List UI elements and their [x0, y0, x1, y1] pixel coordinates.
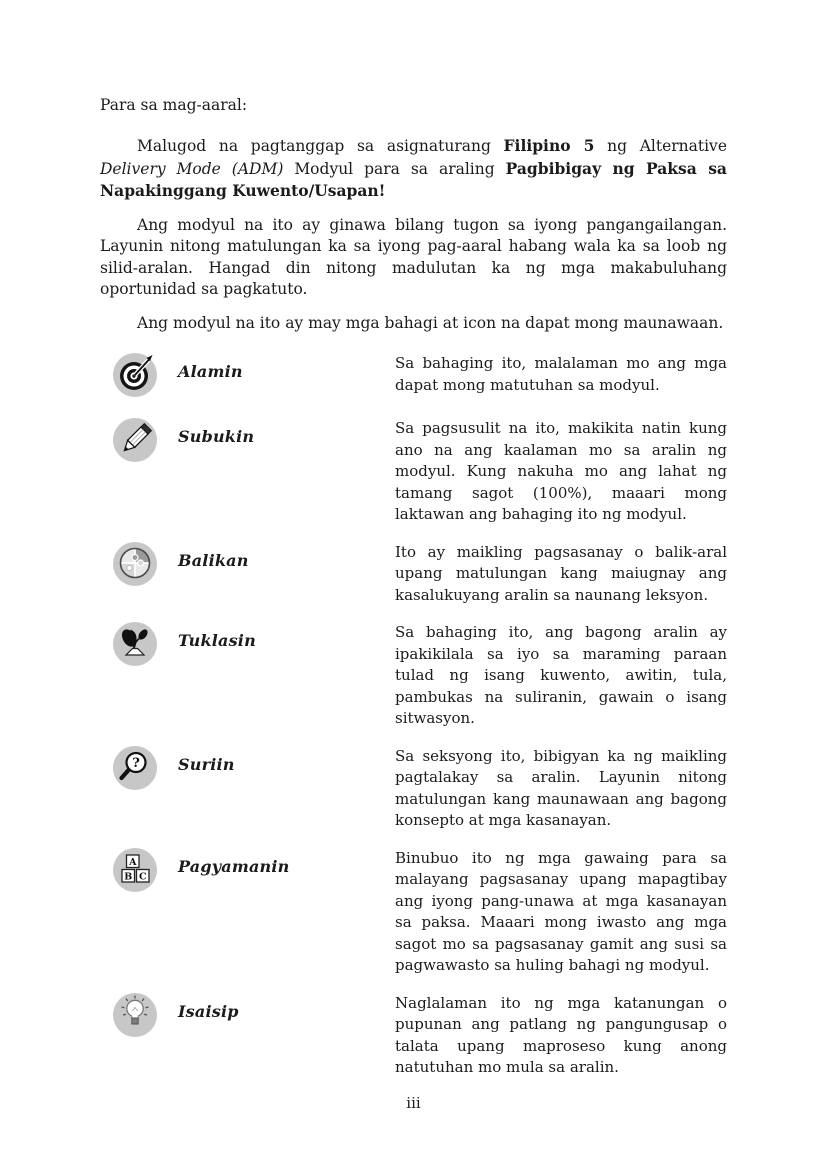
- module-part-description: Ito ay maikling pagsasanay o balik-aral upang matulungan kang maiugnay ang kasalukuyang aralin sa naunang leksyon.: [395, 542, 727, 604]
- icon-cell: [100, 351, 178, 402]
- svg-text:A: A: [129, 856, 137, 868]
- module-part-label: Pagyamanin: [178, 856, 290, 876]
- puzzle-icon: [112, 541, 158, 587]
- module-part-row-suriin: [100, 744, 727, 832]
- module-part-label: Tuklasin: [178, 631, 256, 650]
- icon-cell: [100, 620, 178, 671]
- module-part-description: Naglalaman ito ng mga katanungan o pupunan ang patlang ng pangungusap o talata upang maproseso kung anong natutuhan mo mula sa aralin.: [395, 993, 727, 1076]
- sprout-icon: [112, 621, 158, 667]
- icon-cell: [100, 416, 178, 467]
- module-part-row-tuklasin: [100, 620, 727, 730]
- module-part-description: Sa seksyong ito, bibigyan ka ng maikling pagtalakay sa aralin. Layunin nitong matulungan kang maunawaan ang bagong konsepto at mga kasanayan.: [395, 746, 727, 829]
- module-part-description: Binubuo ito ng mga gawaing para sa malayang pagsasanay upang mapagtibay ang iyong pang-unawa at mga kasanayan sa paksa. Maaari mong iwasto ang mga sagot mo sa pagsasanay gamit ang susi sa pagwawasto sa huling bahagi ng modyul.: [395, 848, 727, 974]
- svg-text:B: B: [124, 870, 133, 882]
- page-content: [100, 95, 727, 1093]
- lightbulb-icon: [112, 992, 158, 1038]
- intro-p1-text: Malugod na pagtanggap sa asignaturang: [137, 137, 504, 155]
- module-part-label: Isaisip: [178, 1001, 239, 1021]
- svg-text:?: ?: [132, 755, 140, 771]
- module-part-row-isaisip: [100, 991, 727, 1079]
- adm-italic: Delivery Mode (ADM): [100, 159, 284, 178]
- intro-paragraph-1: [100, 135, 727, 203]
- module-part-row-subukin: [100, 416, 727, 526]
- module-part-label: Subukin: [178, 427, 255, 446]
- subject-name-bold: Filipino 5: [503, 136, 595, 155]
- module-part-row-pagyamanin: [100, 846, 727, 977]
- module-part-description: Sa bahaging ito, malalaman mo ang mga dapat mong matutuhan sa modyul.: [395, 354, 727, 394]
- icon-cell: [100, 540, 178, 591]
- target-icon: [112, 352, 158, 398]
- intro-paragraph-2: Ang modyul na ito ay ginawa bilang tugon sa iyong pangangailangan. Layunin nitong matulungan ka sa iyong pag-aaral habang wala ka sa loob ng silid-aralan. Hangad din nitong madulutan ka ng mga makabuluhang oportunidad sa pagkatuto.: [100, 215, 727, 298]
- module-part-row-balikan: [100, 540, 727, 607]
- page-heading: Para sa mag-aaral:: [100, 96, 248, 114]
- magnifier-question-icon: [112, 745, 158, 791]
- icon-cell: [100, 846, 178, 897]
- module-part-description: Sa pagsusulit na ito, makikita natin kung ano na ang kaalaman mo sa aralin ng modyul. Kung nakuha mo ang lahat ng tamang sagot (100%), maaari mong laktawan ang bahaging ito ng modyul.: [395, 419, 727, 523]
- intro-paragraph-3: Ang modyul na ito ay may mga bahagi at icon na dapat mong maunawaan.: [137, 313, 724, 332]
- module-part-label: Suriin: [178, 754, 235, 774]
- pencil-icon: [112, 417, 158, 463]
- lesson-title-bold: Pagbibigay ng Paksa sa Napakinggang Kuwento/Usapan!: [100, 158, 727, 200]
- abc-blocks-icon: [112, 847, 158, 893]
- module-parts-list: [100, 351, 727, 1079]
- icon-cell: [100, 991, 178, 1042]
- icon-cell: [100, 744, 178, 795]
- svg-text:C: C: [139, 870, 147, 882]
- module-part-description: Sa bahaging ito, ang bagong aralin ay ipakikilala sa iyo sa maraming paraan tulad ng isang kuwento, awitin, tula, pambukas na suliranin, gawain o isang sitwasyon.: [395, 623, 727, 727]
- module-part-label: Alamin: [178, 362, 243, 381]
- intro-p1-text: Modyul para sa araling: [283, 159, 506, 178]
- module-part-label: Balikan: [178, 550, 249, 570]
- module-part-row-alamin: [100, 351, 727, 402]
- page-number: iii: [406, 1094, 421, 1112]
- intro-p1-text: ng Alternative: [594, 137, 727, 155]
